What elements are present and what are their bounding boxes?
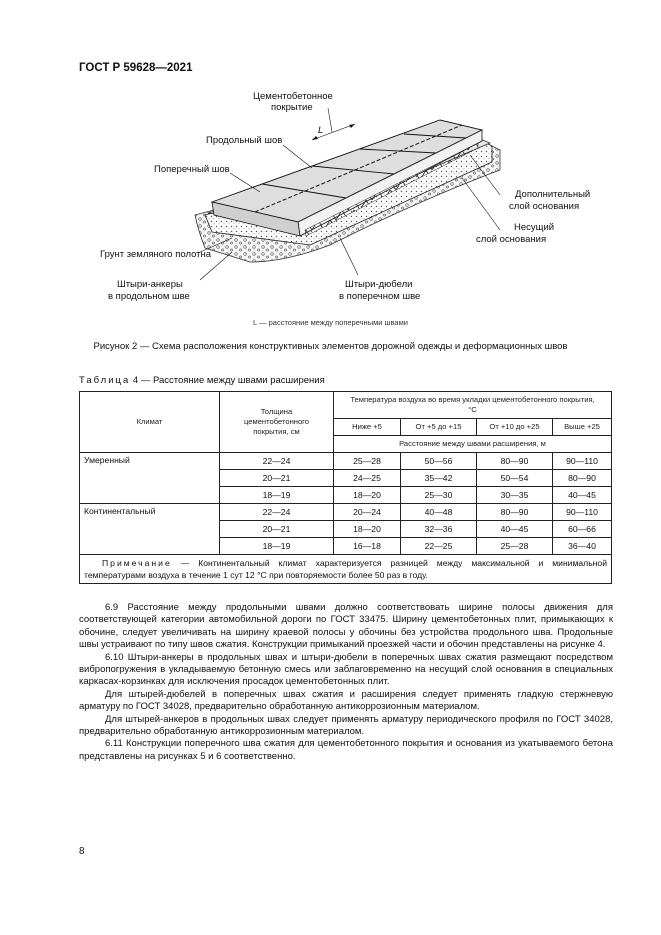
header-range: Ниже +5	[334, 419, 401, 436]
thickness-cell: 18—19	[220, 538, 334, 555]
value-cell: 80—90	[553, 470, 612, 487]
value-cell: 40—45	[477, 521, 553, 538]
value-cell: 50—56	[401, 453, 477, 470]
paragraph: Для штырей-анкеров в продольных швах следует применять арматуру периодического профиля по ГОСТ 34028, предварительно обработанную антикоррозионным материалом.	[79, 713, 613, 738]
value-cell: 18—20	[334, 521, 401, 538]
thickness-cell: 22—24	[220, 453, 334, 470]
dimension-label: L	[318, 125, 324, 136]
header-range: Выше +25	[553, 419, 612, 436]
label-anchors-2: в продольном шве	[108, 291, 190, 302]
header-thickness: Толщина цементобетонного покрытия, см	[220, 392, 334, 453]
label-coating-2: покрытие	[271, 102, 313, 113]
header-range: От +10 до +25	[477, 419, 553, 436]
value-cell: 25—28	[334, 453, 401, 470]
road-structure-diagram	[0, 85, 661, 335]
value-cell: 30—35	[477, 487, 553, 504]
value-cell: 36—40	[553, 538, 612, 555]
value-cell: 32—36	[401, 521, 477, 538]
value-cell: 50—54	[477, 470, 553, 487]
label-transverse-joint: Поперечный шов	[154, 164, 230, 175]
paragraph: 6.9 Расстояние между продольными швами должно соответствовать ширине полосы движения для соответствующей категории автомобильной дороги по ГОСТ 33475. Ширину цементобетонных плит, примыкающих к обочине, следует увеличивать на ширину краевой полосы у обочины без устройства продольного шва. Продольные швы устраивают по типу швов сжатия. Конструкции примыканий проезжей части и обочин представлены на рисунке 4.	[79, 602, 613, 651]
table-row	[80, 453, 612, 470]
header-climate: Климат	[80, 392, 220, 453]
label-coating-1: Цементобетонное	[253, 91, 333, 102]
table-note	[80, 555, 612, 584]
label-bearing-base-1: Несущий	[514, 222, 555, 233]
thickness-cell: 20—21	[220, 470, 334, 487]
value-cell: 90—110	[553, 453, 612, 470]
label-soil: Грунт земляного полотна	[100, 249, 212, 260]
value-cell: 40—48	[401, 504, 477, 521]
table-note-label: Примечание	[102, 558, 172, 568]
value-cell: 24—25	[334, 470, 401, 487]
value-cell: 90—110	[553, 504, 612, 521]
label-additional-base-1: Дополнительный	[515, 189, 591, 200]
climate-cell: Умеренный	[80, 453, 220, 504]
value-cell: 22—25	[401, 538, 477, 555]
table-note-text: — Континентальный климат характеризуется разницей между максимальной и минимальной температурами воздуха в течение 1 сут 12 °С при повторяемости более 50 раз в году.	[84, 558, 607, 580]
expansion-joint-table	[79, 391, 612, 584]
table-note-row	[80, 555, 612, 584]
label-bearing-base-2: слой основания	[476, 234, 547, 245]
document-header: ГОСТ Р 59628—2021	[79, 62, 193, 74]
thickness-cell: 18—19	[220, 487, 334, 504]
paragraph: 6.11 Конструкции поперечного шва сжатия для цементобетонного покрытия и основания из укатываемого бетона представлены на рисунках 5 и 6 соответственно.	[79, 738, 613, 762]
value-cell: 40—45	[553, 487, 612, 504]
value-cell: 25—28	[477, 538, 553, 555]
paragraph: Для штырей-дюбелей в поперечных швах сжатия и расширения следует применять гладкую стержневую арматуру по ГОСТ 34028, предварительно обработанную антикоррозионным материалом.	[79, 688, 613, 713]
value-cell: 80—90	[477, 504, 553, 521]
value-cell: 16—18	[334, 538, 401, 555]
table-row	[80, 504, 612, 521]
value-cell: 60—66	[553, 521, 612, 538]
paragraph: 6.10 Штыри-анкеры в продольных швах и штыри-дюбели в поперечных швах сжатия размещают посредством вибропогружения в укладываемую бетонную смесь или заблаговременно на несущий слой основания в специальных каркасах-корзинках для исключения просадок цементобетонных плит.	[79, 651, 613, 688]
thickness-cell: 22—24	[220, 504, 334, 521]
value-cell: 20—24	[334, 504, 401, 521]
body-text	[79, 602, 613, 763]
figure-caption: Рисунок 2 — Схема расположения конструктивных элементов дорожной одежды и деформационных швов	[93, 341, 568, 352]
table-caption-text: 4 — Расстояние между швами расширения	[132, 375, 325, 386]
table-caption-label: Таблица	[79, 375, 131, 386]
header-range: От +5 до +15	[401, 419, 477, 436]
figure-note: L — расстояние между поперечными швами	[253, 318, 408, 327]
label-dowels-1: Штыри-дюбели	[345, 279, 413, 290]
value-cell: 35—42	[401, 470, 477, 487]
label-dowels-2: в поперечном шве	[339, 291, 421, 302]
header-distance: Расстояние между швами расширения, м	[334, 436, 612, 453]
value-cell: 25—30	[401, 487, 477, 504]
label-additional-base-2: слой основания	[509, 201, 580, 212]
climate-cell: Континентальный	[80, 504, 220, 555]
label-longitudinal-joint: Продольный шов	[206, 135, 283, 146]
value-cell: 80—90	[477, 453, 553, 470]
label-anchors-1: Штыри-анкеры	[117, 279, 183, 290]
page-number: 8	[79, 846, 85, 857]
table-caption	[79, 375, 325, 386]
thickness-cell: 20—21	[220, 521, 334, 538]
header-temperature: Температура воздуха во время укладки цементобетонного покрытия, °С	[334, 392, 612, 419]
road-structure-figure	[0, 85, 661, 335]
value-cell: 18—20	[334, 487, 401, 504]
